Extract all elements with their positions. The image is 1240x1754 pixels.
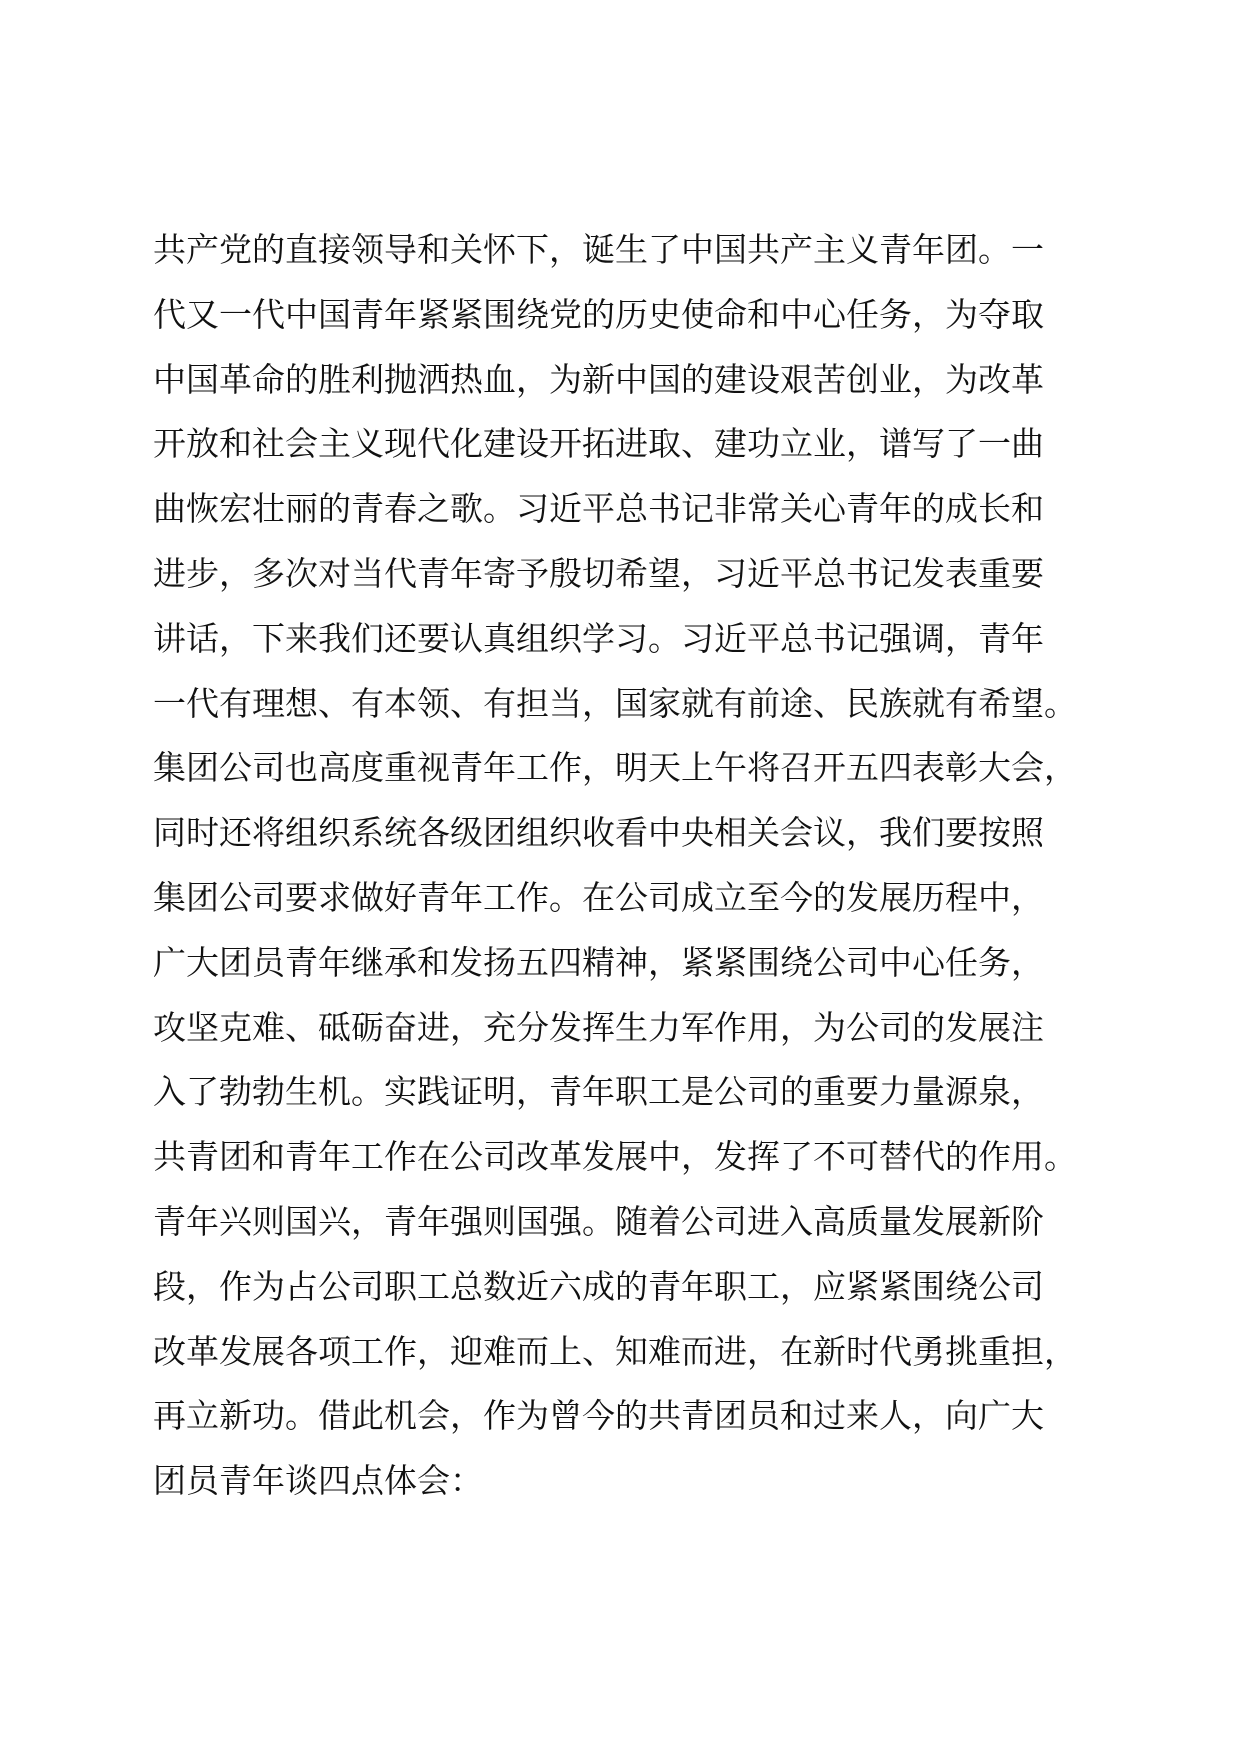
text-line: 曲恢宏壮丽的青春之歌。习近平总书记非常关心青年的成长和	[153, 489, 1044, 529]
text-line: 集团公司要求做好青年工作。在公司成立至今的发展历程中，	[153, 877, 1044, 917]
text-line: 再立新功。借此机会，作为曾今的共青团员和过来人，向广大	[153, 1396, 1044, 1436]
text-line: 中国革命的胜利抛洒热血，为新中国的建设艰苦创业，为改革	[153, 359, 1044, 399]
text-line: 代又一代中国青年紧紧围绕党的历史使命和中心任务，为夺取	[153, 294, 1044, 334]
text-line: 讲话，下来我们还要认真组织学习。习近平总书记强调，青年	[153, 618, 1044, 658]
text-line: 进步，多次对当代青年寄予殷切希望，习近平总书记发表重要	[153, 553, 1044, 593]
text-line: 广大团员青年继承和发扬五四精神，紧紧围绕公司中心任务，	[153, 942, 1044, 982]
text-line: 段，作为占公司职工总数近六成的青年职工，应紧紧围绕公司	[153, 1266, 1044, 1306]
text-line: 同时还将组织系统各级团组织收看中央相关会议，我们要按照	[153, 813, 1044, 853]
body-paragraph	[153, 218, 1113, 1514]
text-line: 入了勃勃生机。实践证明，青年职工是公司的重要力量源泉，	[153, 1072, 1044, 1112]
text-line: 一代有理想、有本领、有担当，国家就有前途、民族就有希望。	[153, 683, 1077, 723]
text-line: 集团公司也高度重视青年工作，明天上午将召开五四表彰大会，	[153, 748, 1077, 788]
text-line: 共产党的直接领导和关怀下，诞生了中国共产主义青年团。一	[153, 230, 1044, 269]
text-line: 青年兴则国兴，青年强则国强。随着公司进入高质量发展新阶	[153, 1201, 1044, 1241]
text-line: 共青团和青年工作在公司改革发展中，发挥了不可替代的作用。	[153, 1137, 1077, 1177]
text-line: 开放和社会主义现代化建设开拓进取、建功立业，谱写了一曲	[153, 424, 1044, 464]
text-line: 团员青年谈四点体会：	[153, 1461, 483, 1501]
text-line: 攻坚克难、砥砺奋进，充分发挥生力军作用，为公司的发展注	[153, 1007, 1044, 1047]
text-line: 改革发展各项工作，迎难而上、知难而进，在新时代勇挑重担，	[153, 1331, 1077, 1371]
